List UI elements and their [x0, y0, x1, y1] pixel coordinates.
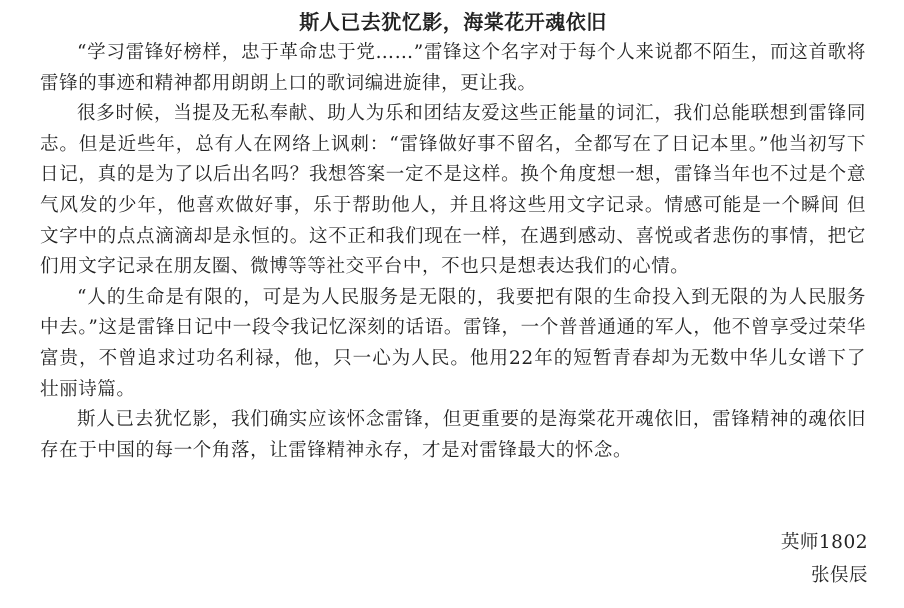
paragraph-4: 斯人已去犹忆影，我们确实应该怀念雷锋，但更重要的是海棠花开魂依旧，雷锋精神的魂依旧存在于中国的每一个角落，让雷锋精神永存，才是对雷锋最大的怀念。 [40, 409, 866, 461]
paragraph-3: “人的生命是有限的，可是为人民服务是无限的，我要把有限的生命投入到无限的为人民服务中去。”这是雷锋日记中一段令我记忆深刻的话语。雷锋，一个普普通通的军人，他不曾享受过荣华富贵，不曾追求过功名利禄，他，只一心为人民。他用22年的短暂青春却为无数中华儿女谱下了壮丽诗篇。 [40, 286, 866, 400]
paragraph-1: “学习雷锋好榜样，忠于革命忠于党……”雷锋这个名字对于每个人来说都不陌生，而这首歌将雷锋的事迹和精神都用朗朗上口的歌词编进旋律，更让我。 [40, 42, 866, 94]
essay-title: 斯人已去犹忆影，海棠花开魂依旧 [299, 10, 607, 34]
author-name: 张俣辰 [810, 565, 868, 586]
essay-page [40, 6, 866, 466]
paragraph-2: 很多时候，当提及无私奉献、助人为乐和团结友爱这些正能量的词汇，我们总能联想到雷锋同志。但是近些年，总有人在网络上讽刺：“雷锋做好事不留名，全都写在了日记本里。”他当初写下日记，真的是为了以后出名吗？我想答案一定不是这样。换个角度想一想，雷锋当年也不过是个意气风发的少年，他喜欢做好事，乐于帮助他人，并且将这些用文字记录。情感可能是一个瞬间 但文字中的点点滴滴却是永恒的。这不正和我们现在一样，在遇到感动、喜悦或者悲伤的事情，把它们用文字记录在朋友圈、微博等等社交平台中，不也只是想表达我们的心情。 [40, 103, 866, 278]
author-class: 英师1802 [780, 532, 868, 553]
